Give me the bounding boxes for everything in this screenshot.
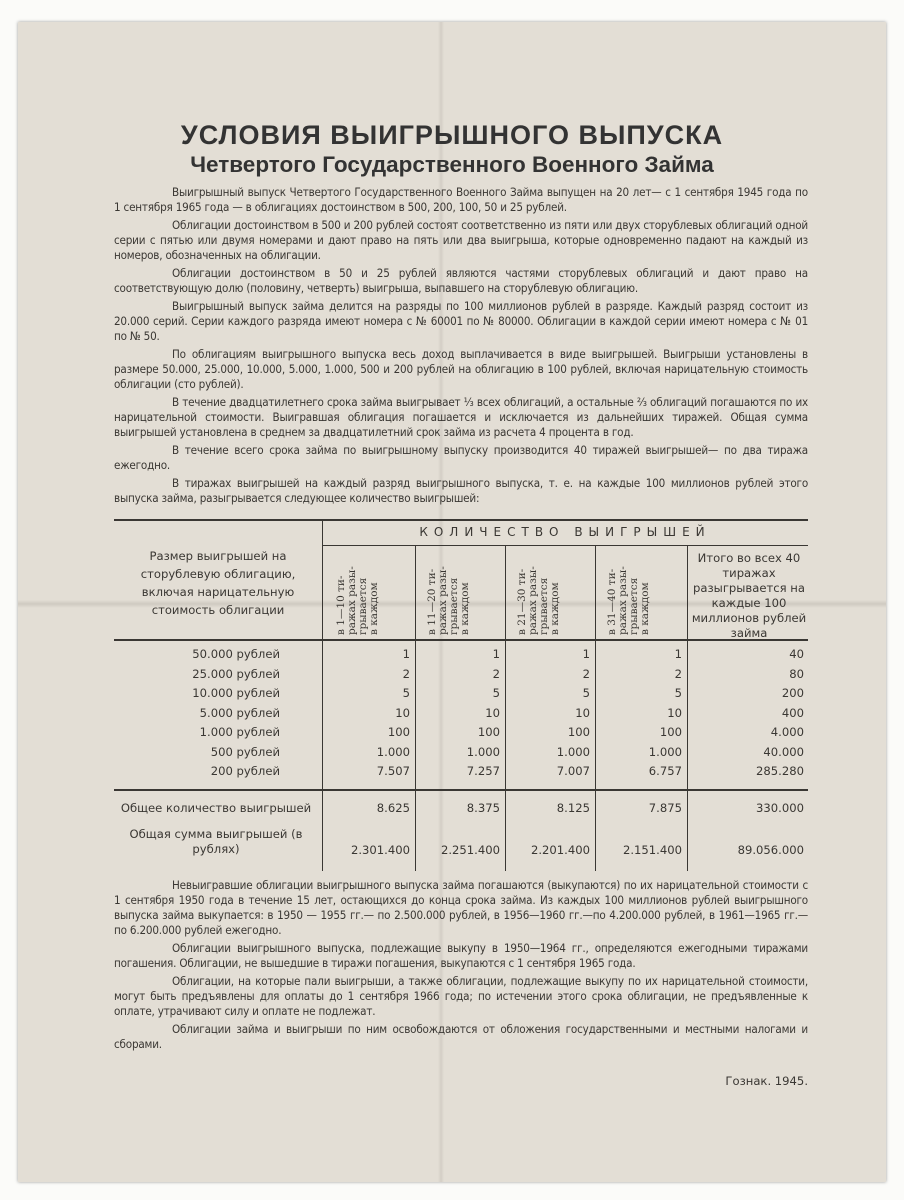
paragraph: В течение всего срока займа по выигрышному выпуску производится 40 тиражей выигрышей— по два тиража ежегодно. [114, 443, 808, 472]
table-cell: 89.056.000 [737, 843, 804, 857]
paragraph: В тиражах выигрышей на каждый разряд выигрышного выпуска, т. е. на каждые 100 миллионов рублей этого выпуска займа, разыгрывается следующее количество выигрышей: [114, 476, 808, 505]
table-cell: 285.280 [756, 764, 804, 778]
table-cell: 200 [781, 686, 804, 700]
table-cell: 40.000 [763, 744, 804, 759]
table-cell: 5 [582, 686, 590, 700]
table-cell: 1 [402, 647, 410, 661]
table-cell: 10 [575, 705, 590, 720]
table-cell: 10 [395, 705, 410, 720]
table-cell: 2.251.400 [440, 843, 500, 857]
table-cell: 8.375 [466, 801, 500, 815]
row-label: Общее количество выигрышей [120, 801, 312, 815]
table-rule [114, 519, 808, 521]
table-cell: 10 [485, 705, 500, 720]
group-header: КОЛИЧЕСТВО ВЫИГРЫШЕЙ [419, 525, 711, 539]
table-cell: 80 [789, 666, 804, 681]
table-cell: 100 [477, 725, 500, 739]
total-header: Итого во всех 40 тиражах разыгрывается на каждые 100 миллионов рублей займа [691, 551, 807, 640]
table-cell: 8.125 [556, 801, 590, 815]
table-cell: 330.000 [756, 801, 804, 815]
table-cell: 2.151.400 [622, 843, 682, 857]
table-cell: 7.007 [556, 764, 590, 778]
paragraph: В течение двадцатилетнего срока займа выигрывает ⅓ всех облигаций, а остальные ⅔ облигаций погашаются по их нарицательной стоимости. Выигравшая облигация погашается и исключается из дальнейших тиражей. Общая сумма выигрышей установлена в среднем за двадцатилетний срок займа из расчета 4 процента в год. [114, 395, 808, 439]
paragraph: Облигации, на которые пали выигрыши, а также облигации, подлежащие выкупу по их нарицательной стоимости, могут быть предъявлены для оплаты до 1 сентября 1966 года; по истечении этого срока облигации, не предъявленные к оплате, утрачивают силу и оплате не подлежат. [114, 974, 808, 1018]
winnings-table [114, 519, 808, 871]
paragraph: Невыигравшие облигации выигрышного выпуска займа погашаются (выкупаются) по их нарицательной стоимости с 1 сентября 1950 года в течение 15 лет, остающихся до конца срока займа. Из каждых 100 миллионов рублей выигрышного выпуска займа выкупается: в 1950 — 1955 гг.— по 2.500.000 рублей, в 1956—1960 гг.—по 4.200.000 рублей, в 1961—1965 гг.—по 6.200.000 рублей ежегодно. [114, 878, 808, 937]
paragraph: Выигрышный выпуск Четвертого Государственного Военного Займа выпущен на 20 лет— с 1 сентября 1945 года по 1 сентября 1965 года — в облигациях достоинством в 500, 200, 100, 50 и 25 рублей. [114, 185, 808, 214]
table-cell: 5 [402, 686, 410, 700]
table-cell: 5 [492, 686, 500, 700]
table-rule [322, 521, 323, 871]
closing-text [114, 878, 808, 1055]
table-cell: 4.000 [770, 725, 804, 739]
table-cell: 2 [402, 666, 410, 681]
table-rule [595, 546, 596, 871]
table-rule [322, 545, 808, 546]
row-label: 500 рублей [210, 744, 280, 759]
table-cell: 1.000 [466, 744, 500, 759]
table-cell: 10 [667, 705, 682, 720]
table-cell: 2.301.400 [350, 843, 410, 857]
row-label: Общая сумма выигрышей (в рублях) [129, 827, 303, 856]
row-label: 10.000 рублей [192, 686, 280, 700]
table-cell: 1.000 [648, 744, 682, 759]
printer-imprint: Гознак. 1945. [725, 1074, 808, 1088]
table-cell: 7.257 [466, 764, 500, 778]
row-label: 5.000 рублей [199, 705, 280, 720]
table-cell: 7.875 [648, 801, 682, 815]
table-rule [114, 789, 808, 791]
col-header: в 1—10 ти- ражах разы- грывается в каждом [335, 566, 380, 635]
table-cell: 8.625 [376, 801, 410, 815]
table-cell: 2 [492, 666, 500, 681]
paragraph: Выигрышный выпуск займа делится на разряды по 100 миллионов рублей в разряде. Каждый разряд состоит из 20.000 серий. Серии каждого разряда имеют номера с № 60001 по № 80000. Облигации в каждой серии имеют номера с № 01 по № 50. [114, 299, 808, 343]
row-label: 50.000 рублей [192, 647, 280, 661]
row-label: 1.000 рублей [199, 725, 280, 739]
paragraph: Облигации займа и выигрыши по ним освобождаются от обложения государственными и местными налогами и сборами. [114, 1022, 808, 1051]
table-rule [687, 546, 688, 871]
paragraph: Облигации достоинством в 500 и 200 рублей состоят соответственно из пяти или двух сторублевых облигаций одной серии с пятью или двумя номерами и дают право на пять или два выигрыша, которые одновременно падают на каждый из номеров, обозначенных на облигации. [114, 218, 808, 262]
table-cell: 2 [674, 666, 682, 681]
intro-text [114, 185, 808, 509]
document-title: УСЛОВИЯ ВЫИГРЫШНОГО ВЫПУСКА [180, 120, 724, 150]
paragraph: Облигации выигрышного выпуска, подлежащие выкупу в 1950—1964 гг., определяются ежегодными тиражами погашения. Облигации, не вышедшие в тиражи погашения, выкупаются с 1 сентября 1965 года. [114, 941, 808, 970]
table-cell: 2.201.400 [530, 843, 590, 857]
table-cell: 400 [781, 705, 804, 720]
table-cell: 1 [674, 647, 682, 661]
col-header: в 11—20 ти- ражах разы- грывается в каждом [426, 566, 471, 635]
col-header: в 21—30 ти- ражах разы- грывается в каждом [516, 566, 561, 635]
table-cell: 6.757 [648, 764, 682, 778]
table-cell: 100 [659, 725, 682, 739]
table-cell: 2 [582, 666, 590, 681]
row-header: Размер выигрышей на сторублевую облигацию, включая нарицательную стоимость облигации [140, 549, 296, 617]
row-label: 200 рублей [210, 764, 280, 778]
table-cell: 1 [492, 647, 500, 661]
paragraph: По облигациям выигрышного выпуска весь доход выплачивается в виде выигрышей. Выигрыши установлены в размере 50.000, 25.000, 10.000, 5.000, 1.000, 500 и 200 рублей на облигацию в 100 рублей, включая нарицательную стоимость облигации (сто рублей). [114, 347, 808, 391]
document-subtitle: Четвертого Государственного Военного Займа [190, 152, 714, 177]
row-label: 25.000 рублей [192, 666, 280, 681]
table-cell: 7.507 [376, 764, 410, 778]
table-cell: 40 [789, 647, 804, 661]
table-cell: 100 [387, 725, 410, 739]
table-cell: 100 [567, 725, 590, 739]
table-cell: 1 [582, 647, 590, 661]
paragraph: Облигации достоинством в 50 и 25 рублей являются частями сторублевых облигаций и дают право на соответствующую долю (половину, четверть) выигрыша, выпавшего на сторублевую облигацию. [114, 266, 808, 295]
table-cell: 1.000 [376, 744, 410, 759]
col-header: в 31—40 ти- ражах разы- грывается в каждом [606, 566, 651, 635]
table-cell: 1.000 [556, 744, 590, 759]
table-cell: 5 [674, 686, 682, 700]
